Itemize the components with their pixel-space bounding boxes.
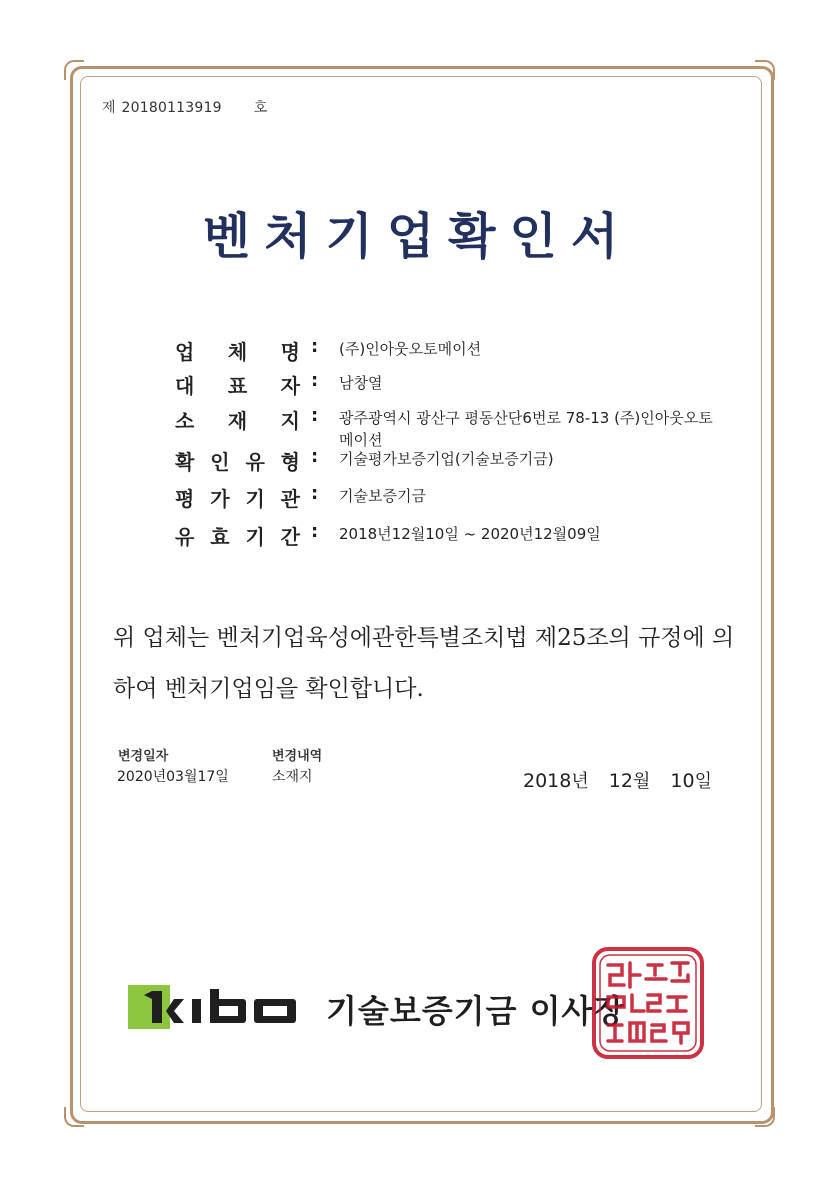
field-label: 업 체 명 (175, 340, 300, 364)
field-label: 평 가 기 관 (175, 487, 300, 511)
field-colon: : (311, 483, 319, 504)
certification-statement: 위 업체는 벤처기업육성에관한특별조치법 제25조의 규정에 의하여 벤처기업임을 확인합니다. (113, 625, 735, 702)
frame-corner-ornament (64, 1107, 84, 1127)
field-label: 소 재 지 (175, 409, 300, 433)
frame-corner-ornament (64, 60, 84, 80)
field-colon: : (311, 370, 319, 391)
field-label: 대 표 자 (175, 374, 300, 398)
certificate-number-prefix: 제 (102, 100, 116, 116)
field-value: (주)인아웃오토메이션 (339, 340, 482, 358)
certificate-number-value: 20180113919 (121, 100, 222, 116)
certificate-number (102, 97, 267, 117)
change-date-value: 2020년03월17일 (117, 769, 229, 785)
frame-corner-ornament (755, 1107, 775, 1127)
field-value: 기술평가보증기업(기술보증기금) (339, 450, 554, 468)
field-colon: : (311, 446, 319, 467)
page-title: 벤처기업확인서 (202, 207, 633, 265)
field-colon: : (311, 405, 319, 426)
field-value: 2018년12월10일 ~ 2020년12월09일 (339, 525, 601, 543)
field-value: 남창열 (339, 374, 383, 392)
certificate-number-suffix: 호 (253, 100, 268, 116)
field-colon: : (311, 336, 319, 357)
change-content-value: 소재지 (272, 769, 313, 785)
change-date-header: 변경일자 (118, 749, 169, 764)
frame-corner-ornament (755, 60, 775, 80)
field-label: 유 효 기 간 (175, 525, 300, 549)
official-seal-stamp (588, 943, 708, 1063)
issue-date: 2018년 12월 10일 (523, 770, 712, 792)
kibo-logo (128, 985, 303, 1029)
issuer-name: 기술보증기금 이사장 (326, 992, 626, 1030)
field-colon: : (311, 521, 319, 542)
change-content-header: 변경내역 (272, 749, 323, 764)
field-label: 확 인 유 형 (175, 450, 300, 474)
field-value: 광주광역시 광산구 평동산단6번로 78-13 (주)인아웃오토메이션 (339, 409, 713, 449)
field-value: 기술보증기금 (339, 487, 426, 505)
